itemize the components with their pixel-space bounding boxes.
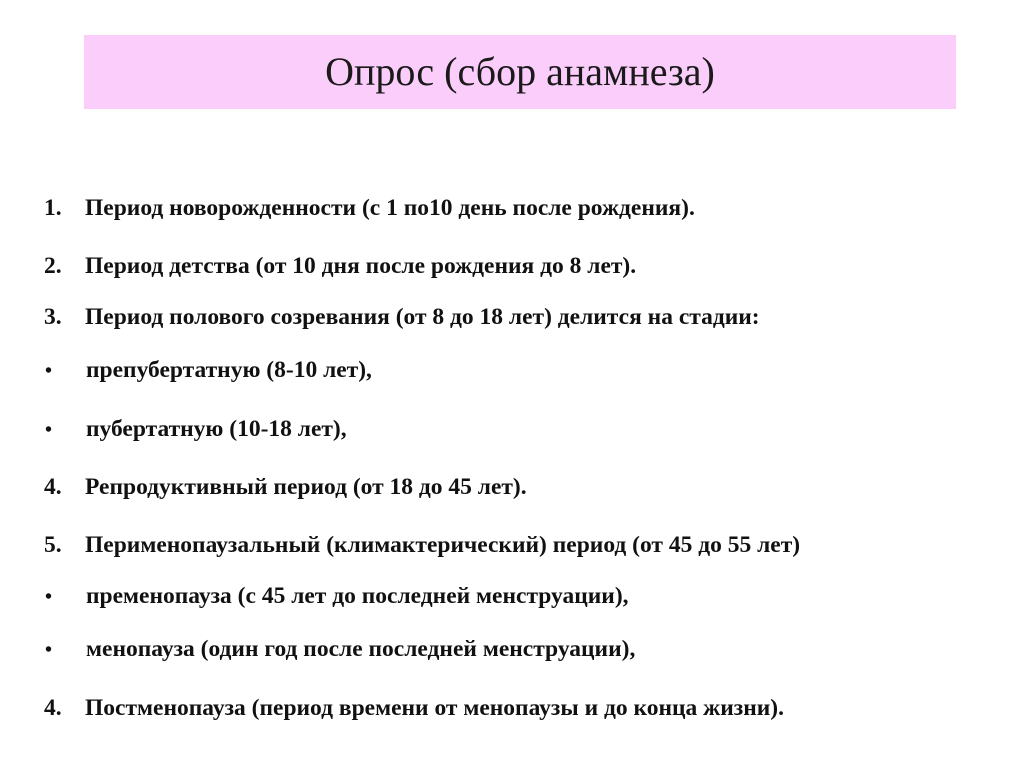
list-item xyxy=(44,418,347,442)
list-item-text: Репродуктивный период (от 18 до 45 лет). xyxy=(85,474,527,500)
list-item xyxy=(44,476,527,500)
list-item-text: Перименопаузальный (климактерический) период (от 45 до 55 лет) xyxy=(85,532,801,558)
list-item-text: пременопауза (с 45 лет до последней менструации), xyxy=(86,583,629,609)
list-item-text: препубертатную (8-10 лет), xyxy=(86,357,372,383)
slide-title: Опрос (сбор анамнеза) xyxy=(325,49,715,94)
list-item-text: Период новорожденности (с 1 по10 день после рождения). xyxy=(85,195,695,221)
list-number: 4. xyxy=(44,474,62,500)
bullet-icon: • xyxy=(45,639,53,661)
list-item xyxy=(44,534,800,558)
bullet-icon: • xyxy=(45,419,53,441)
list-item xyxy=(44,638,635,662)
list-item-text: Период полового созревания (от 8 до 18 лет) делится на стадии: xyxy=(85,304,760,330)
list-item xyxy=(44,255,636,279)
list-number: 5. xyxy=(44,532,62,558)
list-item xyxy=(44,359,372,383)
list-number: 2. xyxy=(44,253,62,279)
bullet-icon: • xyxy=(45,586,53,608)
list-item xyxy=(44,585,629,609)
list-item-text: Постменопауза (период времени от менопаузы и до конца жизни). xyxy=(85,695,784,721)
list-item-text: пубертатную (10-18 лет), xyxy=(86,416,347,442)
list-number: 1. xyxy=(44,195,62,221)
list-number: 4. xyxy=(44,695,62,721)
list-item xyxy=(44,306,760,330)
list-item xyxy=(44,697,784,721)
bullet-icon: • xyxy=(45,360,53,382)
list-item xyxy=(44,197,695,221)
list-number: 3. xyxy=(44,304,62,330)
list-item-text: менопауза (один год после последней менструации), xyxy=(86,636,636,662)
list-item-text: Период детства (от 10 дня после рождения до 8 лет). xyxy=(85,253,637,279)
